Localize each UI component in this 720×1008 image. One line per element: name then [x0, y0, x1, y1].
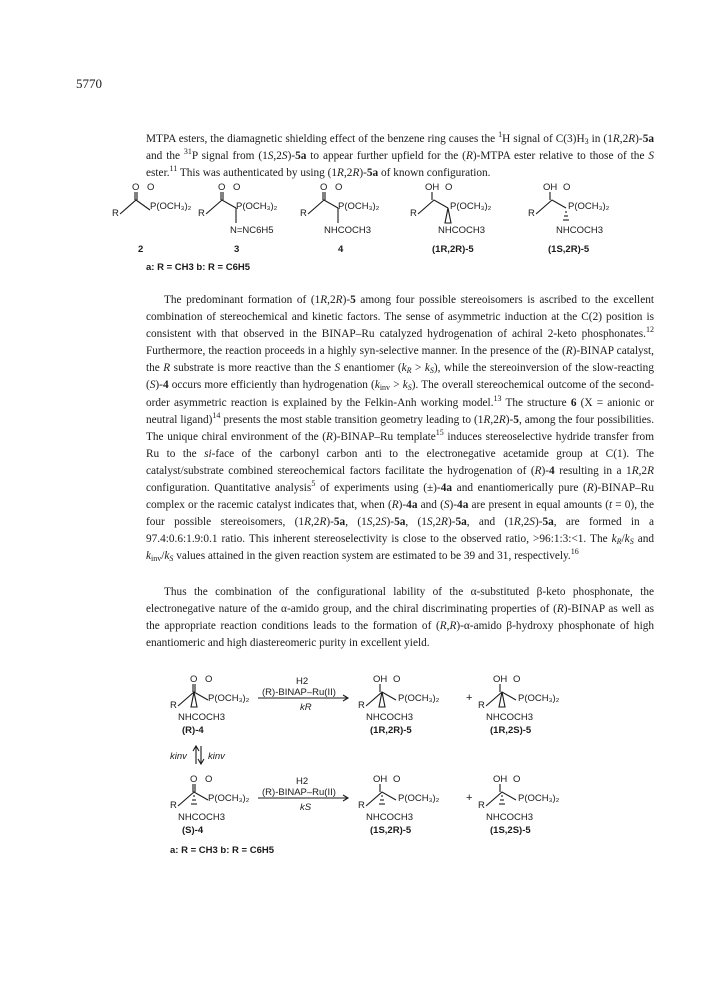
scheme-2-footnote: a: R = CH3 b: R = C6H5 [170, 845, 274, 856]
svg-text:+: + [466, 792, 473, 804]
label-1S2R-5: (1S,2R)-5 [548, 244, 590, 255]
svg-text:O: O [205, 674, 213, 685]
scheme-1-structures [0, 178, 720, 283]
svg-text:P(OCH₃)₂: P(OCH₃)₂ [236, 201, 278, 212]
svg-text:OH: OH [493, 674, 508, 685]
svg-text:(1R,2S)-5: (1R,2S)-5 [490, 725, 532, 736]
svg-text:O: O [320, 182, 328, 193]
svg-text:(R)-BINAP–Ru(II): (R)-BINAP–Ru(II) [262, 787, 336, 798]
svg-text:O: O [233, 182, 241, 193]
svg-text:OH: OH [373, 774, 388, 785]
svg-text:(R)-BINAP–Ru(II): (R)-BINAP–Ru(II) [262, 687, 336, 698]
svg-text:O: O [190, 774, 198, 785]
svg-text:R: R [410, 208, 417, 219]
svg-text:R: R [358, 800, 365, 811]
product-1S2S-5 [478, 774, 560, 836]
scheme-1-footnote: a: R = CH3 b: R = C6H5 [146, 262, 250, 273]
svg-text:O: O [513, 774, 521, 785]
inversion-equilibrium [170, 746, 226, 764]
svg-text:R: R [478, 800, 485, 811]
svg-text:NHCOCH3: NHCOCH3 [486, 712, 533, 723]
svg-text:kinv: kinv [170, 751, 187, 762]
svg-text:+: + [466, 692, 473, 704]
label-1R2R-5: (1R,2R)-5 [432, 244, 474, 255]
svg-text:O: O [513, 674, 521, 685]
svg-text:OH: OH [543, 182, 558, 193]
svg-text:P(OCH₃)₂: P(OCH₃)₂ [568, 201, 610, 212]
product-1R2S-5 [478, 674, 560, 736]
svg-text:O: O [190, 674, 198, 685]
svg-text:R: R [528, 208, 535, 219]
svg-text:kinv: kinv [208, 751, 225, 762]
svg-text:P(OCH₃)₂: P(OCH₃)₂ [208, 793, 250, 804]
paragraph-1: MTPA esters, the diamagnetic shielding effect of the benzene ring causes the $^1$H signal of $C(3)H_3$ in (1R,2R)-5a and the $^{31}$P signal from (1S,2S)-5a to appear further upfield for the (R)-MTPA ester relative to those of the S ester.$^{11}$ This was authenticated by using (1R,2R)-5a of known configuration. [146, 130, 654, 180]
svg-text:(1S,2S)-5: (1S,2S)-5 [490, 825, 531, 836]
svg-text:P(OCH₃)₂: P(OCH₃)₂ [518, 793, 560, 804]
svg-text:O: O [393, 674, 401, 685]
svg-text:P(OCH₃)₂: P(OCH₃)₂ [398, 693, 440, 704]
product-1R2R-5 [358, 674, 440, 736]
svg-text:O: O [563, 182, 571, 193]
svg-text:OH: OH [493, 774, 508, 785]
svg-text:R: R [358, 700, 365, 711]
structure-3-substituent: N=NC6H5 [230, 225, 274, 236]
svg-text:R: R [112, 208, 119, 219]
svg-text:P(OCH₃)₂: P(OCH₃)₂ [208, 693, 250, 704]
label-4: 4 [338, 244, 344, 255]
svg-text:NHCOCH3: NHCOCH3 [178, 812, 225, 823]
svg-text:R: R [170, 700, 177, 711]
label-3: 3 [234, 244, 240, 255]
svg-text:P(OCH₃)₂: P(OCH₃)₂ [450, 201, 492, 212]
svg-text:NHCOCH3: NHCOCH3 [178, 712, 225, 723]
structure-4-substituent: NHCOCH3 [324, 225, 371, 236]
svg-text:O: O [132, 182, 140, 193]
arrow-kR [258, 676, 348, 713]
svg-text:H2: H2 [296, 776, 309, 787]
substrate-S-4 [170, 774, 250, 836]
svg-text:(S)-4: (S)-4 [182, 825, 204, 836]
svg-text:kS: kS [300, 802, 312, 813]
svg-text:OH: OH [425, 182, 440, 193]
substrate-R-4 [170, 674, 250, 736]
svg-text:H2: H2 [296, 676, 309, 687]
structure-3 [198, 182, 278, 236]
svg-text:R: R [478, 700, 485, 711]
structure-1R2R-5 [410, 182, 492, 236]
svg-text:O: O [205, 774, 213, 785]
structure-1S2R-5 [528, 182, 610, 236]
svg-text:(1S,2R)-5: (1S,2R)-5 [370, 825, 412, 836]
svg-text:O: O [445, 182, 453, 193]
svg-text:(1R,2R)-5: (1R,2R)-5 [370, 725, 412, 736]
paragraph-3: Thus the combination of the configurational lability of the α-substituted β-keto phosphonate, the electronegative nature of the α-amido group, and the chiral discriminating properties of (R)-BINAP as well as the appropriate reaction conditions leads to the formation of (R,R)-α-amido β-hydroxy phosphonate of high enantiomeric and high diastereomeric purity in excellent yield. [146, 586, 655, 650]
arrow-kS [258, 776, 348, 813]
svg-text:NHCOCH3: NHCOCH3 [366, 812, 413, 823]
product-1S2R-5 [358, 774, 440, 836]
structure-4 [300, 182, 380, 236]
structure-5b-substituent: NHCOCH3 [556, 225, 603, 236]
svg-text:(R)-4: (R)-4 [182, 725, 204, 736]
svg-text:OH: OH [373, 674, 388, 685]
scheme-2-reaction [0, 662, 720, 877]
label-2: 2 [138, 244, 144, 255]
svg-text:P(OCH₃)₂: P(OCH₃)₂ [518, 693, 560, 704]
svg-text:O: O [393, 774, 401, 785]
svg-text:NHCOCH3: NHCOCH3 [366, 712, 413, 723]
svg-text:O: O [147, 182, 155, 193]
paragraph-2: The predominant formation of (1R,2R)-5 among four possible stereoisomers is ascribed to the excellent combination of stereochemical and kinetic factors. The sense of asymmetric induction at the C(2) position is consistent with that observed in the BINAP–Ru catalyzed hydrogenation of achiral 2-keto phosphonates.$^{12}$ Furthermore, the reaction proceeds in a highly syn-selective manner. In the presence of the (R)-BINAP catalyst, the R substrate is more reactive than the S enantiomer $(k_R > k_S)$, while the stereoinversion of the slow-reacting (S)-4 occurs more efficiently than hydrogenation $(k_{inv} > k_S)$. The overall stereochemical outcome of the second-order asymmetric reaction is explained by the Felkin-Anh working model.$^{13}$ The structure 6 (X = anionic or neutral ligand)$^{14}$ presents the most stable transition geometry leading to (1R,2R)-5, among the four possibilities. The unique chiral environment of the (R)-BINAP–Ru template$^{15}$ induces stereoselective hydride transfer from Ru to the si-face of the carbonyl carbon anti to the electronegative acetamide group at C(1). The catalyst/substrate combined stereochemical factors facilitate the hydrogenation of (R)-4 resulting in a 1R,2R configuration. Quantitative analysis$^5$ of experiments using (±)-4a and enantiomerically pure (R)-BINAP–Ru complex or the racemic catalyst indicates that, when (R)-4a and (S)-4a are present in equal amounts (t = 0), the four possible stereoisomers, (1R,2R)-5a, (1S,2S)-5a, (1S,2R)-5a, and (1R,2S)-5a, are formed in a 97.4:0.6:1.9:0.1 ratio. This inherent stereoselectivity is close to the observed ratio, >96:1:3:<1. The $k_R/k_S$ and $k_{inv}/k_S$ values attained in the given reaction system are estimated to be 39 and 31, respectively.$^{16}$ [146, 294, 655, 564]
svg-text:P(OCH₃)₂: P(OCH₃)₂ [150, 201, 192, 212]
svg-text:R: R [170, 800, 177, 811]
svg-text:kR: kR [300, 702, 312, 713]
svg-text:O: O [218, 182, 226, 193]
svg-text:P(OCH₃)₂: P(OCH₃)₂ [398, 793, 440, 804]
structure-5a-substituent: NHCOCH3 [438, 225, 485, 236]
svg-text:P(OCH₃)₂: P(OCH₃)₂ [338, 201, 380, 212]
svg-text:O: O [335, 182, 343, 193]
svg-text:R: R [198, 208, 205, 219]
svg-text:R: R [300, 208, 307, 219]
structure-2 [112, 182, 192, 219]
svg-text:NHCOCH3: NHCOCH3 [486, 812, 533, 823]
page-number: 5770 [76, 76, 102, 91]
